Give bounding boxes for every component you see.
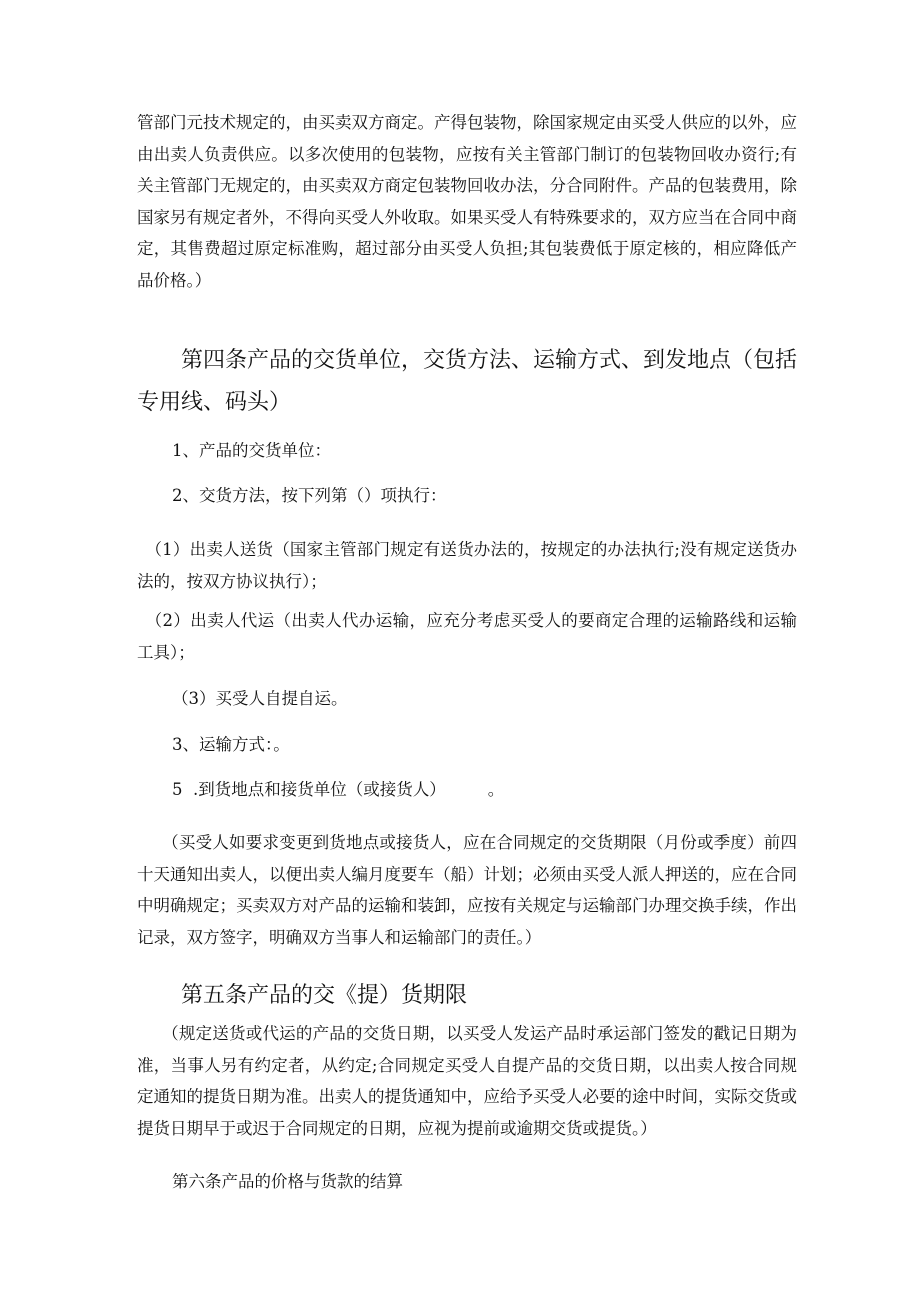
item-1: 1、产品的交货单位： — [172, 441, 331, 460]
item-3: 3、运输方式：。 — [172, 735, 290, 754]
article-6-heading: 第六条产品的价格与货款的结算 — [172, 1172, 403, 1191]
item-5: 5 .到货地点和接货单位（或接货人） 。 — [172, 780, 505, 799]
paragraph-packaging: 管部门元技术规定的，由买卖双方商定。产得包装物，除国家规定由买受人供应的以外，应由出卖人负责供应。以多次使用的包装物，应按有关主管部门制订的包装物回收办资行;有关主管部门无规定的，由买卖双方商定包装物回收办法，分合同附件。产品的包装费用，除国家另有规定者外，不得向买受人外收取。如果买受人有特殊要求的，双方应当在合同中商定，其售费超过原定标准购，超过部分由买受人负担;其包装费低于原定核的，相应降低产品价格。） — [137, 113, 797, 290]
article-4-heading: 第四条产品的交货单位，交货方法、运输方式、到发地点（包括专用线、码头） — [137, 348, 798, 415]
paragraph-delivery-date: （规定送货或代运的产品的交货日期，以买受人发运产品时承运部门签发的戳记日期为准，当事人另有约定者，从约定;合同规定买受人自提产品的交货日期，以出卖人按合同规定通知的提货日期为准。出卖人的提货通知中，应给予买受人必要的途中时间，实际交货或提货日期早于或迟于合同规定的日期，应视为提前或逾期交货或提货。） — [137, 1024, 797, 1138]
sub-item-3: （3）买受人自提自运。 — [172, 689, 348, 708]
item-2: 2、交货方法，按下列第（）项执行： — [172, 486, 447, 505]
sub-item-2: （2）出卖人代运（出卖人代办运输，应充分考虑买受人的要商定合理的运输路线和运输工具）； — [137, 611, 797, 662]
paragraph-delivery-change: （买受人如要求变更到货地点或接货人，应在合同规定的交货期限（月份或季度）前四十天通知出卖人，以便出卖人编月度要车（船）计划；必须由买受人派人押送的，应在合同中明确规定；买卖双方对产品的运输和装卸，应按有关规定与运输部门办理交换手续，作出记录，双方签字，明确双方当事人和运输部门的责任。） — [137, 833, 797, 947]
sub-item-1: （1）出卖人送货（国家主管部门规定有送货办法的，按规定的办法执行;没有规定送货办法的，按双方协议执行）； — [137, 540, 797, 591]
article-5-heading: 第五条产品的交《提）货期限 — [137, 983, 468, 1008]
